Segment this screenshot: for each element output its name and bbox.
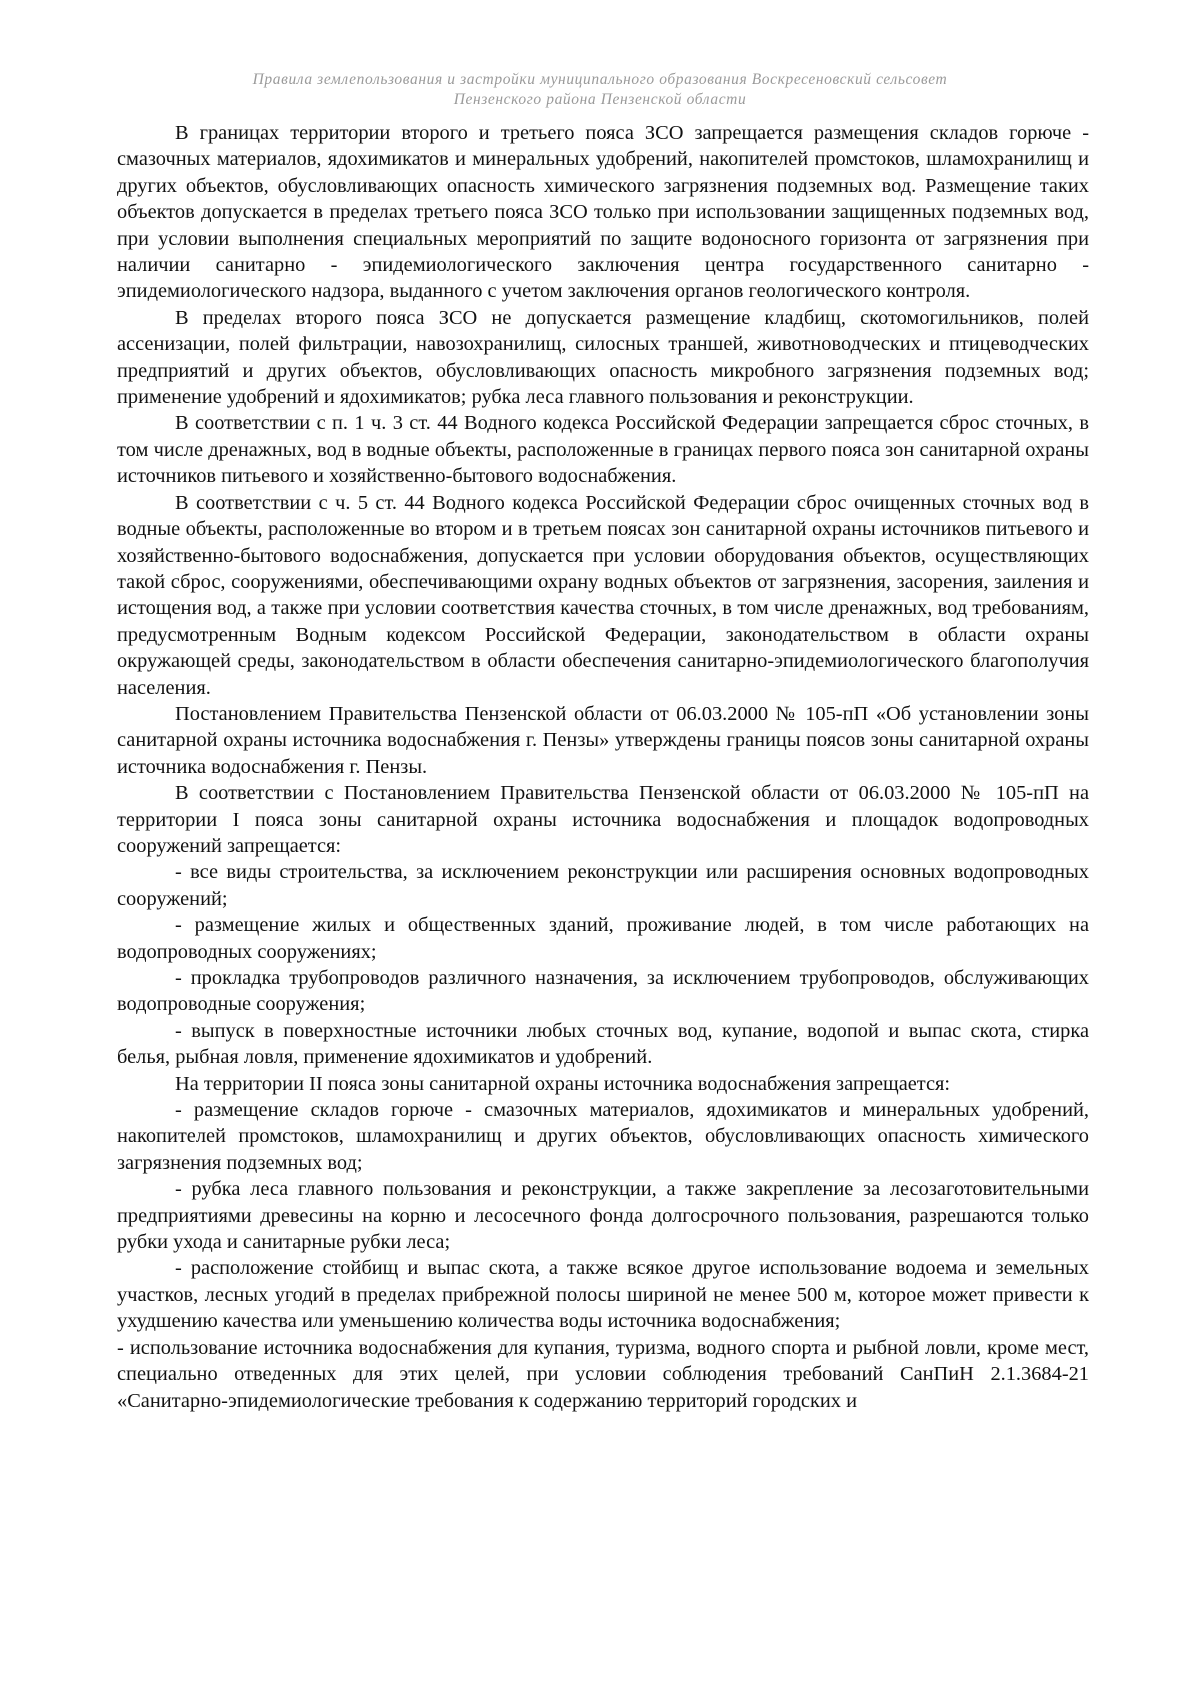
list-item: - прокладка трубопроводов различного назначения, за исключением трубопроводов, обслуживающих водопроводные сооружения; (117, 967, 1089, 1016)
list-item: - размещение складов горюче - смазочных материалов, ядохимикатов и минеральных удобрений, накопителей промстоков, шламохранилищ и других объектов, обусловливающих опасность химического загрязнения подземных вод; (117, 1099, 1089, 1174)
list-item: - выпуск в поверхностные источники любых сточных вод, купание, водопой и выпас скота, стирка белья, рыбная ловля, применение ядохимикатов и удобрений. (117, 1019, 1089, 1069)
paragraph-belt-2-intro: На территории II пояса зоны санитарной охраны источника водоснабжения запрещается: (175, 1072, 951, 1095)
paragraph-zso-second-belt: В пределах второго пояса ЗСО не допускается размещение кладбищ, скотомогильников, полей ассенизации, полей фильтрации, навозохранилищ, силосных траншей, животноводческих и птицеводческих предприятий и других объектов, обусловливающих опасность микробного загрязнения подземных вод; применение удобрений и ядохимикатов; рубка леса главного пользования и реконструкции. (117, 306, 1089, 409)
paragraph-water-code-art44-p5: В соответствии с ч. 5 ст. 44 Водного кодекса Российской Федерации сброс очищенных сточных вод в водные объекты, расположенные во втором и в третьем поясах зон санитарной охраны источников питьевого и хозяйственно-бытового водоснабжения, допускается при условии оборудования объектов, осуществляющих такой сброс, сооружениями, обеспечивающими охрану водных объектов от загрязнения, засорения, заиления и истощения вод, а также при условии соответствия качества сточных, в том числе дренажных, вод требованиям, предусмотренным Водным кодексом Российской Федерации, законодательством в области охраны окружающей среды, законодательством в области обеспечения санитарно-эпидемиологического благополучия населения. (117, 491, 1089, 699)
header-line-2: Пензенского района Пензенской области (453, 91, 747, 108)
list-item: - все виды строительства, за исключением реконструкции или расширения основных водопроводных сооружений; (117, 861, 1089, 910)
list-item: - размещение жилых и общественных зданий, проживание людей, в том числе работающих на водопроводных сооружениях; (117, 914, 1089, 963)
list-item: - расположение стойбищ и выпас скота, а также всякое другое использование водоема и земельных участков, лесных угодий в пределах прибрежной полосы шириной не менее 500 м, которое может привести к ухудшению качества или уменьшению количества воды источника водоснабжения; (117, 1257, 1089, 1333)
paragraph-water-code-art44-p1: В соответствии с п. 1 ч. 3 ст. 44 Водного кодекса Российской Федерации запрещается сброс сточных, в том числе дренажных, вод в водные объекты, расположенные в границах первого пояса зон санитарной охраны источников питьевого и хозяйственно-бытового водоснабжения. (117, 412, 1089, 488)
page-header (120, 70, 1080, 110)
document-body (117, 120, 1089, 1414)
paragraph-belt-1-intro: В соответствии с Постановлением Правительства Пензенской области от 06.03.2000 № 105-пП на территории I пояса зоны санитарной охраны источника водоснабжения и площадок водопроводных сооружений запрещается: (117, 782, 1089, 857)
list-item: - использование источника водоснабжения для купания, туризма, водного спорта и рыбной ловли, кроме мест, специально отведенных для этих целей, при условии соблюдения требований СанПиН 2.1.3684-21 «Санитарно-эпидемиологические требования к содержанию территорий городских и (117, 1336, 1089, 1412)
header-line-1: Правила землепользования и застройки муниципального образования Воскресеновский сельсовет (252, 71, 948, 88)
list-item: - рубка леса главного пользования и реконструкции, а также закрепление за лесозаготовительными предприятиями древесины на корню и лесосечного фонда долгосрочного пользования, разрешаются только рубки ухода и санитарные рубки леса; (117, 1178, 1089, 1254)
paragraph-resolution-borders: Постановлением Правительства Пензенской области от 06.03.2000 № 105-пП «Об установлении зоны санитарной охраны источника водоснабжения г. Пензы» утверждены границы поясов зоны санитарной охраны источника водоснабжения г. Пензы. (117, 702, 1089, 778)
paragraph-zso-second-third-belt: В границах территории второго и третьего пояса ЗСО запрещается размещения складов горюче - смазочных материалов, ядохимикатов и минеральных удобрений, накопителей промстоков, шламохранилищ и других объектов, обусловливающих опасность химического загрязнения подземных вод. Размещение таких объектов допускается в пределах третьего пояса ЗСО только при использовании защищенных подземных вод, при условии выполнения специальных мероприятий по защите водоносного горизонта от загрязнения при наличии санитарно - эпидемиологического заключения центра государственного санитарно - эпидемиологического надзора, выданного с учетом заключения органов геологического контроля. (117, 122, 1089, 303)
